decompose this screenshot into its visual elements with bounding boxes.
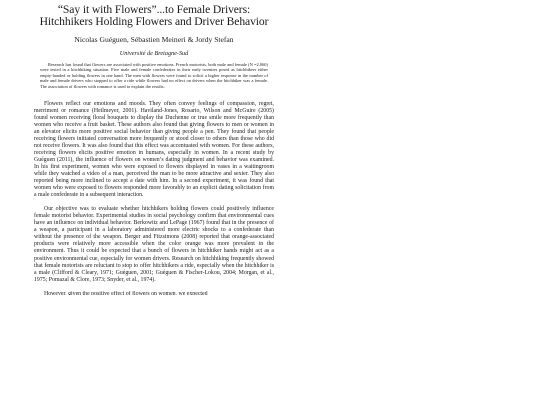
body-paragraph-3: However, given the positive effect of flowers on women, we expected [44, 290, 208, 295]
paper-abstract: Research has found that flowers are associated with positive emotions. French motorists, both male and female (N =2,060) were tested in a hitchhiking situation. Five male and female confederates in their early twenties posed as hitchhikers either empty-handed or holding flowers in one hand. The men with flowers were found to solicit a higher response in the number of male and female drivers who stopped to offer a ride while flowers had no effect on drivers when the hitchhiker was a female. The association of flowers with romance is used to explain the results. [40, 61, 268, 89]
paper-title: “Say it with Flowers”...to Female Drivers: Hitchhikers Holding Flowers and Driver Behavior [39, 3, 269, 29]
paper-authors: Nicolas Guéguen, Sébastien Meineri & Jordy Stefan [74, 34, 234, 44]
paper-column [34, 4, 274, 295]
body-paragraph-1: Flowers reflect our emotions and moods. They often convey feelings of compassion, regret, merriment or romance (Heilmeyer, 2001). Haviland-Jones, Rosario, Wilson and McGuire (2005) found women receiving floral bouquets to display the Duchenne or true smile more frequently than women who receive a fruit basket. These authors also found that giving flowers to men or women in an elevator elicits more positive social behavior than giving people a pen. They found that people receiving flowers initiated conversation more frequently or stood closer to others than those who did not receive flowers. It was also found that this effect was accentuated with women. For these authors, receiving flowers elicits positive emotion in humans, especially in women. In a recent study by Guéguen (2011), the influence of flowers on women’s dating judgment and behavior was examined. In his first experiment, women who were exposed to flowers displayed in vases in a waitingroom while they watched a video of a man, perceived the man to be more attractive and sexier. They also reported being more inclined to accept a date with him. In a second experiment, it was found that women who were exposed to flowers responded more favorably to an explicit dating solicitation from a male confederate in a subsequent interaction. [34, 100, 274, 199]
body-paragraph-2: Our objective was to evaluate whether hitchhikers holding flowers could positively influence female motorist behavior. Experimental studies in social psychology confirm that environmental cues have an influence on individual behavior. Berkowitz and LePage (1967) found that in the presence of a weapon, a participant in a laboratory administered more electric shocks to a confederate than without the presence of the weapon. Berger and Fitzsimons (2008) reported that orange-associated products were relatively more accessible when the color orange was more prevalent in the environment. Thus it could be expected that a bunch of flowers in hitchhiker hands might act as a positive environmental cue, especially for women drivers. Research on hitchhiking frequently showed that female motorists are reluctant to stop to offer hitchhikers a ride, especially when the hitchhiker is a male (Clifford & Cleary, 1971; Guéguen, 2001; Guéguen & Fischer-Lokou, 2004; Morgan, et al., 1975; Pomazal & Clore, 1973; Snyder, et al., 1974). [34, 206, 274, 283]
paper-affiliation: Université de Bretagne-Sud [119, 49, 189, 57]
